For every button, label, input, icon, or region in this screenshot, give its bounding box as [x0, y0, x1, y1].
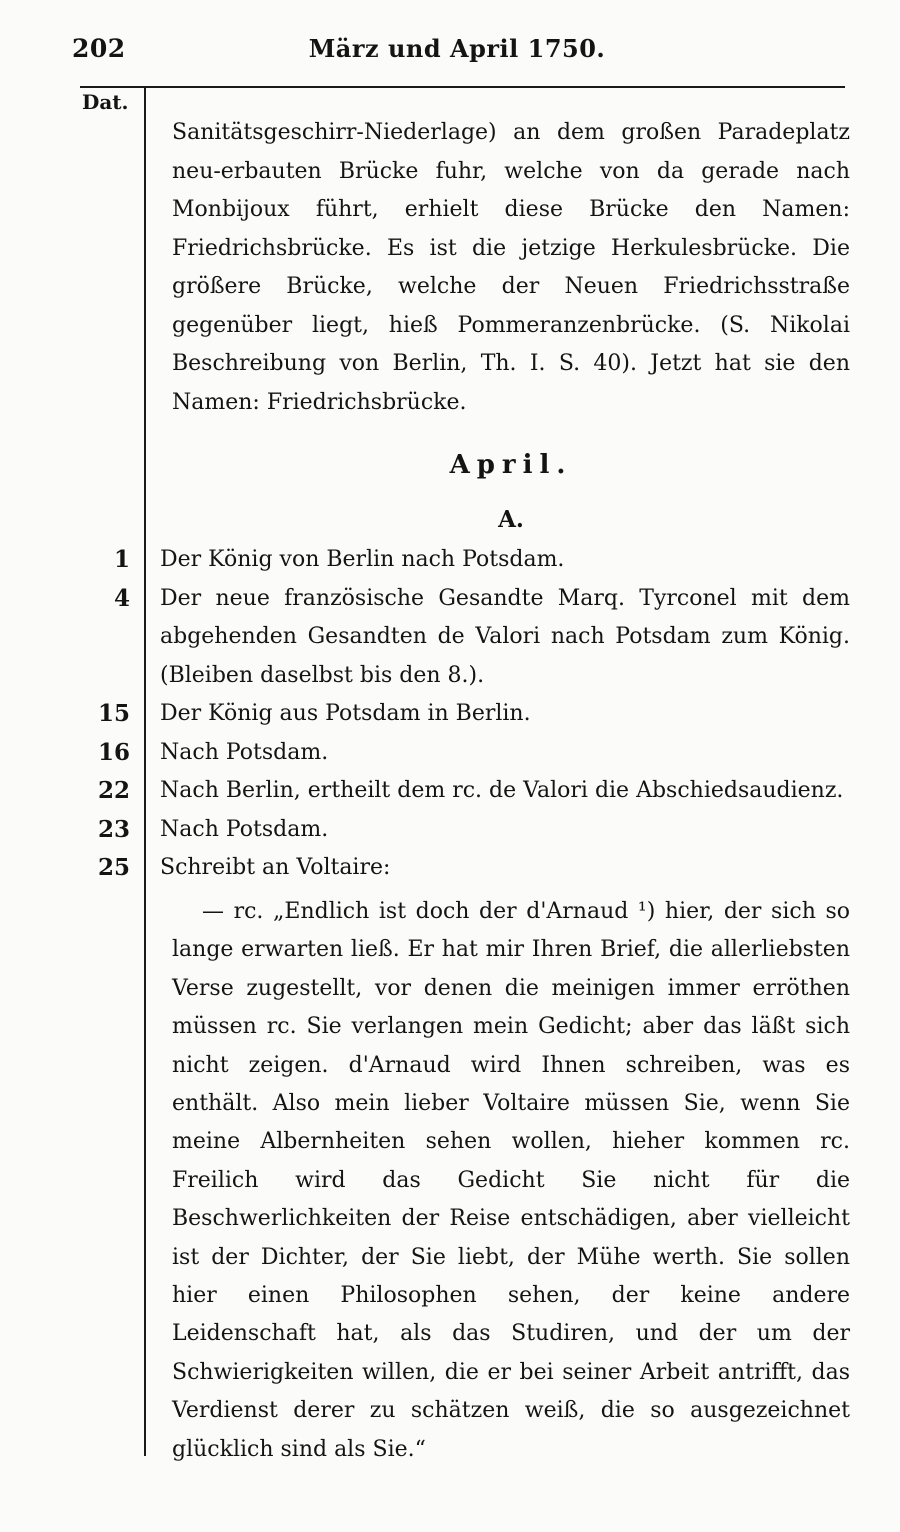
entry-day: 16 — [97, 738, 130, 766]
entry-text: Nach Potsdam. — [160, 739, 329, 765]
entry-text: Der König von Berlin nach Potsdam. — [160, 547, 565, 572]
page-number: 202 — [72, 34, 126, 63]
entry-day: 23 — [97, 815, 130, 843]
continuation-paragraph: Sanitätsgeschirr-Niederlage) an dem großen Paradeplatz neu-erbauten Brücke fuhr, welche von da gerade nach Monbijoux führt, erhielt diese Brücke den Namen: Friedrichsbrücke. Es ist die jetzige Herkulesbrücke. Die größere Brücke, welche der Neuen Friedrichsstraße gegenüber liegt, hieß Pommeranzenbrücke. (S. Nikolai Beschreibung von Berlin, Th. I. S. 40). Jetzt hat sie den Namen: Friedrichsbrücke. — [172, 120, 850, 415]
diary-entry — [0, 580, 900, 696]
section-letter-heading: A. — [498, 506, 524, 533]
letter-quote: — rc. „Endlich ist doch der d'Arnaud ¹) hier, der sich so lange erwarten ließ. Er hat mir Ihren Brief, die allerliebsten Verse zugestellt, vor denen die meinigen immer erröthen müssen rc. Sie verlangen mein Gedicht; aber das läßt sich nicht zeigen. d'Arnaud wird Ihnen schreiben, was es enthält. Also mein lieber Voltaire müssen Sie, wenn Sie meine Albernheiten sehen wollen, hieher kommen rc. Freilich wird das Gedicht Sie nicht für die Beschwerlichkeiten der Reise entschädigen, aber vielleicht ist der Dichter, der Sie liebt, der Mühe werth. Sie sollen hier einen Philosophen sehen, der keine andere Leidenschaft hat, als das Studiren, und der um der Schwierigkeiten willen, die er bei seiner Arbeit antrifft, das Verdienst derer zu schätzen weiß, die so ausgezeichnet glücklich sind als Sie.“ — [172, 899, 850, 1462]
date-column-label: Dat. — [82, 90, 129, 114]
entry-text: Nach Berlin, ertheilt dem rc. de Valori die Abschiedsaudienz. — [160, 778, 844, 803]
diary-entry — [0, 734, 900, 773]
diary-entry — [0, 772, 900, 811]
running-head-title: März und April 1750. — [308, 34, 606, 63]
entry-text: Der König aus Potsdam in Berlin. — [160, 701, 531, 726]
entry-day: 1 — [113, 546, 130, 573]
entry-text: Nach Potsdam. — [160, 816, 329, 842]
diary-entry — [0, 849, 900, 888]
entry-text: Schreibt an Voltaire: — [160, 855, 391, 880]
entry-day: 22 — [97, 777, 130, 804]
header-rule — [80, 86, 845, 88]
diary-entry — [0, 695, 900, 734]
entry-day: 25 — [97, 854, 130, 881]
entry-text: Der neue französische Gesandte Marq. Tyrconel mit dem abgehenden Gesandten de Valori nach Potsdam zum König. (Bleiben daselbst bis den 8.). — [160, 585, 850, 688]
month-heading: April. — [449, 450, 573, 480]
diary-entries — [0, 541, 900, 888]
diary-entry — [0, 541, 900, 580]
diary-entry — [0, 811, 900, 850]
entry-day: 4 — [113, 584, 130, 612]
entry-day: 15 — [97, 700, 130, 727]
running-head — [72, 28, 842, 72]
